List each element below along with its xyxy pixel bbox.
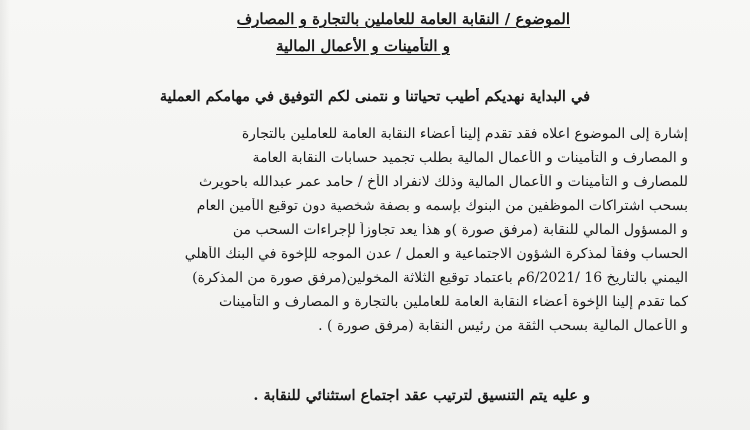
paragraph-line: بسحب اشتراكات الموظفين من البنوك بإسمه و بصفة شخصية دون توقيع الأمين العام — [196, 198, 688, 214]
paragraph-line: كما تقدم إلينا الإخوة أعضاء النقابة العامة للعاملين بالتجارة و المصارف و التأمينات — [219, 294, 688, 310]
paragraph-line: للمصارف و التأمينات و الأعمال المالية وذلك لانفراد الأخ / حامد عمر عبدالله باحويرث — [199, 174, 688, 190]
closing-line: و عليه يتم التنسيق لترتيب عقد اجتماع استثنائي للنقابة . — [253, 387, 590, 404]
subject-line: الموضوع / النقابة العامة للعاملين بالتجارة و المصارف — [236, 10, 570, 28]
paragraph-line: إشارة إلى الموضوع اعلاه فقد تقدم إلينا أعضاء النقابة العامة للعاملين بالتجارة — [241, 126, 688, 142]
paragraph-line: اليمني بالتاريخ 16 /6/2021م باعتماد توقيع الثلاثة المخولين(مرفق صورة من المذكرة) — [192, 270, 688, 286]
subject-line-continued: و التأمينات و الأعمال المالية — [276, 37, 450, 55]
paragraph-line: و الأعمال المالية بسحب الثقة من رئيس النقابة (مرفق صورة ) . — [318, 318, 688, 334]
paragraph-line: و المسؤول المالي للنقابة (مرفق صورة )و هذا يعد تجاوزاً لإجراءات السحب من — [232, 222, 688, 238]
paragraph-line: و المصارف و التأمينات و الأعمال المالية بطلب تجميد حسابات النقابة العامة — [252, 150, 688, 166]
greeting-line: في البداية نهديكم أطيب تحياتنا و نتمنى لكم التوفيق في مهامكم العملية — [159, 88, 590, 105]
paragraph-line: الحساب وفقاً لمذكرة الشؤون الاجتماعية و العمل / عدن الموجه للإخوة في البنك الأهلي — [184, 246, 688, 262]
